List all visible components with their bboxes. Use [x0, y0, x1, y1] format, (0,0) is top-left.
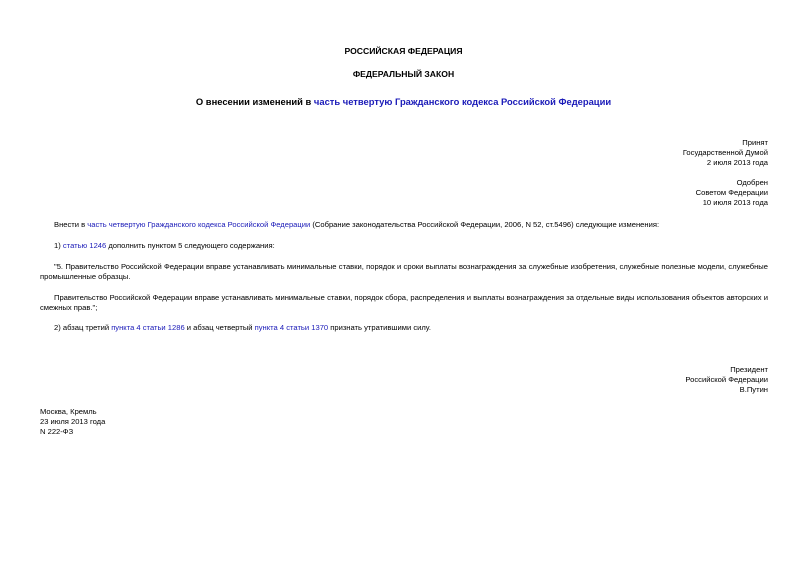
approved-date: 10 июля 2013 года: [702, 198, 768, 207]
item1-prefix: 1): [54, 241, 63, 250]
adopted-block: [683, 138, 768, 168]
intro-link-civil-code-part4[interactable]: часть четвертую Гражданского кодекса Российской Федерации: [87, 220, 311, 229]
approved-line1: Одобрен: [736, 178, 768, 187]
item2-suffix: признать утратившими силу.: [328, 323, 431, 332]
intro-prefix: Внести в: [54, 220, 88, 229]
header-country: РОССИЙСКАЯ ФЕДЕРАЦИЯ: [344, 46, 463, 56]
signature-country: Российской Федерации: [685, 375, 768, 384]
approved-block: [696, 178, 768, 208]
sign-date: 23 июля 2013 года: [40, 417, 106, 426]
approved-line2: Советом Федерации: [695, 188, 768, 197]
item2-middle: и абзац четвертый: [184, 323, 255, 332]
intro-paragraph: [40, 220, 768, 230]
link-article-1246[interactable]: статью 1246: [62, 241, 107, 250]
item2-paragraph: [40, 323, 768, 333]
signature-block: [685, 365, 768, 395]
link-article-1286[interactable]: пункта 4 статьи 1286: [111, 323, 185, 332]
law-title-prefix: О внесении изменений в: [195, 96, 314, 107]
place-date-block: [40, 407, 105, 437]
quote-paragraph-1: "5. Правительство Российской Федерации вправе устанавливать минимальные ставки, порядок и сроки выплаты вознаграждения за служебные изобретения, служебные полезные модели, служебные промышленные образцы.: [40, 262, 768, 281]
quote-paragraph-2: Правительство Российской Федерации вправе устанавливать минимальные ставки, порядок сбора, распределения и выплаты вознаграждения за отдельные виды использования объектов авторских и смежных прав.";: [40, 293, 768, 312]
intro-suffix: (Собрание законодательства Российской Федерации, 2006, N 52, ст.5496) следующие изменения:: [310, 220, 660, 229]
place: Москва, Кремль: [40, 407, 97, 416]
link-article-1370[interactable]: пункта 4 статьи 1370: [254, 323, 329, 332]
adopted-line1: Принят: [742, 138, 768, 147]
title-link-civil-code-part4[interactable]: часть четвертую Гражданского кодекса Российской Федерации: [313, 96, 612, 107]
adopted-date: 2 июля 2013 года: [706, 158, 768, 167]
law-number: N 222-ФЗ: [40, 427, 74, 436]
item2-prefix: 2) абзац третий: [54, 323, 112, 332]
law-title: [0, 97, 807, 107]
adopted-line2: Государственной Думой: [682, 148, 768, 157]
signature-name: В.Путин: [739, 385, 768, 394]
header-law-type: ФЕДЕРАЛЬНЫЙ ЗАКОН: [352, 69, 455, 79]
item1-suffix: дополнить пунктом 5 следующего содержания:: [106, 241, 275, 250]
signature-title: Президент: [730, 365, 768, 374]
item1-paragraph: [40, 241, 768, 251]
